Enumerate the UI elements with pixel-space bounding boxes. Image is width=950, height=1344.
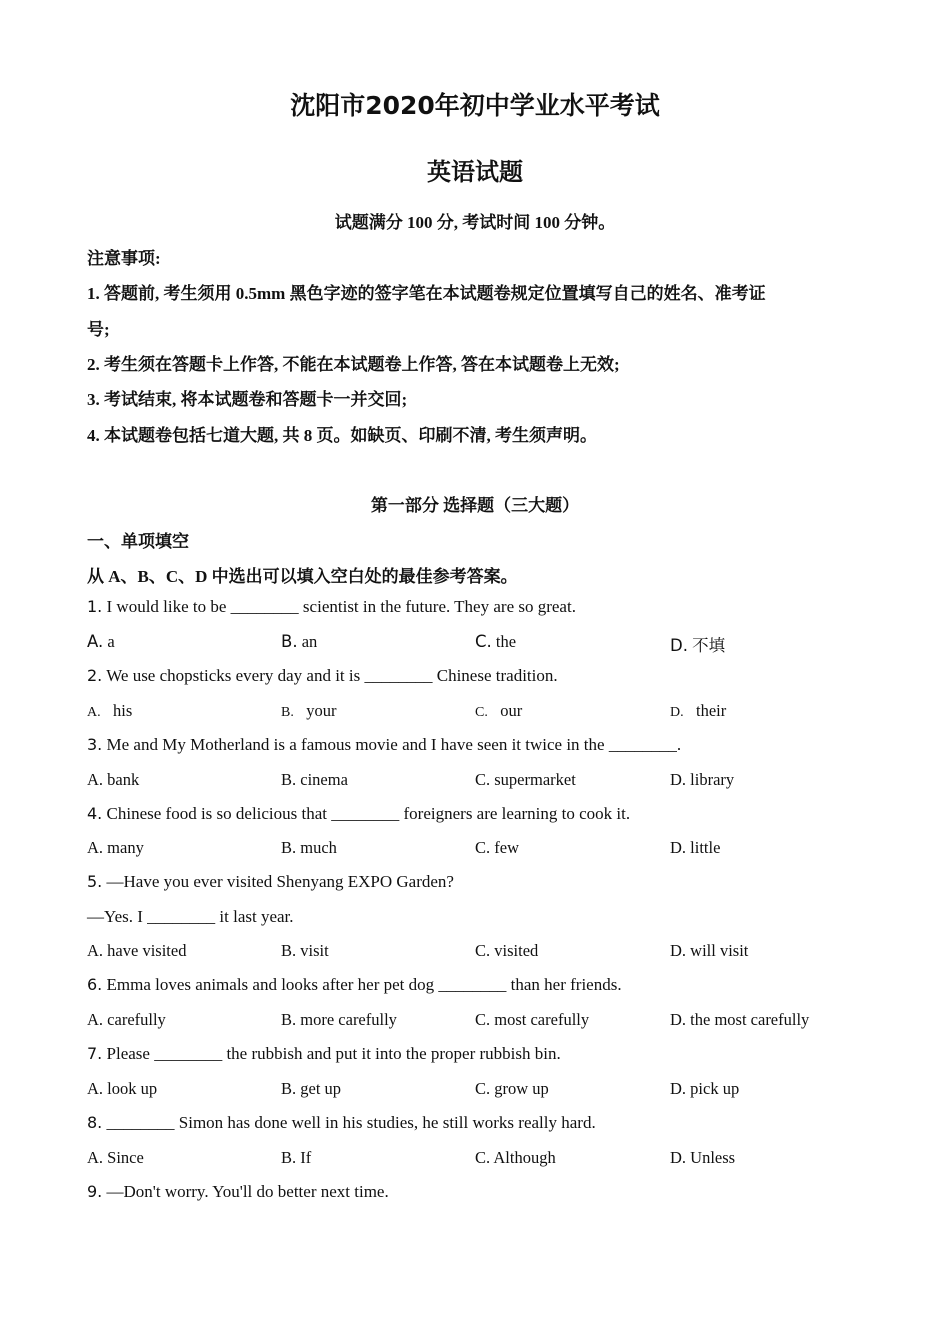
question-text: Emma loves animals and looks after her pet dog ________ than her friends. [102,975,622,994]
question-text: We use chopsticks every day and it is ________ Chinese tradition. [102,666,558,685]
section-title: 一、单项填空 [87,532,189,551]
notice-heading: 注意事项: [87,249,161,268]
question-7 [87,1044,561,1064]
q2-option-b: B. your [281,701,337,720]
question-text: ________ Simon has done well in his studies, he still works really hard. [102,1113,596,1132]
question-8 [87,1113,596,1133]
exam-subtitle: 英语试题 [427,158,523,186]
q3-option-a: A. bank [87,770,140,789]
question-1 [87,597,576,617]
q2-option-a: A. his [87,701,133,720]
q1-option-a: A. a [87,632,115,651]
question-number: 7. [87,1044,103,1063]
q7-option-d: D. pick up [670,1079,740,1098]
question-number: 4. [87,804,103,823]
question-number: 3. [87,735,103,754]
q3-option-d: D. library [670,770,735,789]
question-number: 5. [87,872,103,891]
question-4 [87,804,630,824]
q1-option-b: B. an [281,632,318,651]
question-3 [87,735,681,755]
q4-option-a: A. many [87,838,144,857]
question-number: 2. [87,666,103,685]
notice-item-1: 1. 答题前, 考生须用 0.5mm 黑色字迹的签字笔在本试题卷规定位置填写自己的姓名、准考证 [87,284,766,303]
q6-option-d: D. the most carefully [670,1010,810,1029]
question-number: 8. [87,1113,103,1132]
question-text: I would like to be ________ scientist in the future. They are so great. [102,597,576,616]
q6-option-a: A. carefully [87,1010,166,1029]
q6-option-c: C. most carefully [475,1010,590,1029]
q7-option-c: C. grow up [475,1079,549,1098]
question-9 [87,1182,389,1202]
q5-option-c: C. visited [475,941,539,960]
question-number: 9. [87,1182,103,1201]
exam-info: 试题满分 100 分, 考试时间 100 分钟。 [334,213,616,232]
notice-item-2: 2. 考生须在答题卡上作答, 不能在本试题卷上作答, 答在本试题卷上无效; [87,355,620,374]
q2-option-d: D. their [670,701,727,720]
q1-option-c: C. the [475,632,517,651]
question-5-response: —Yes. I ________ it last year. [87,907,294,926]
question-number: 6. [87,975,103,994]
question-5 [87,872,454,892]
question-text: —Have you ever visited Shenyang EXPO Garden? [102,872,454,891]
q2-option-c: C. our [475,701,523,720]
q4-option-d: D. little [670,838,721,857]
notice-item-3: 3. 考试结束, 将本试题卷和答题卡一并交回; [87,390,408,409]
q7-option-a: A. look up [87,1079,158,1098]
q4-option-b: B. much [281,838,337,857]
q8-option-d: D. Unless [670,1148,736,1167]
q8-option-a: A. Since [87,1148,144,1167]
question-text: —Don't worry. You'll do better next time. [102,1182,389,1201]
part-title: 第一部分 选择题（三大题） [370,496,580,515]
q3-option-b: B. cinema [281,770,348,789]
notice-item-4: 4. 本试题卷包括七道大题, 共 8 页。如缺页、印刷不清, 考生须声明。 [87,426,597,445]
q6-option-b: B. more carefully [281,1010,397,1029]
question-text: Please ________ the rubbish and put it into the proper rubbish bin. [102,1044,561,1063]
question-6 [87,975,622,995]
q3-option-c: C. supermarket [475,770,576,789]
question-2 [87,666,558,686]
q7-option-b: B. get up [281,1079,342,1098]
exam-title: 沈阳市2020年初中学业水平考试 [290,91,660,120]
q8-option-b: B. If [281,1148,312,1167]
q5-option-a: A. have visited [87,941,187,960]
q5-option-d: D. will visit [670,941,749,960]
notice-item-1-cont: 号; [87,320,110,339]
q1-option-d: D. 不填 [670,636,726,655]
question-number: 1. [87,597,103,616]
section-instruction: 从 A、B、C、D 中选出可以填入空白处的最佳参考答案。 [87,567,518,586]
question-text: Chinese food is so delicious that ________ foreigners are learning to cook it. [102,804,631,823]
q8-option-c: C. Although [475,1148,556,1167]
q5-option-b: B. visit [281,941,329,960]
q4-option-c: C. few [475,838,519,857]
question-text: Me and My Motherland is a famous movie and I have seen it twice in the ________. [102,735,682,754]
